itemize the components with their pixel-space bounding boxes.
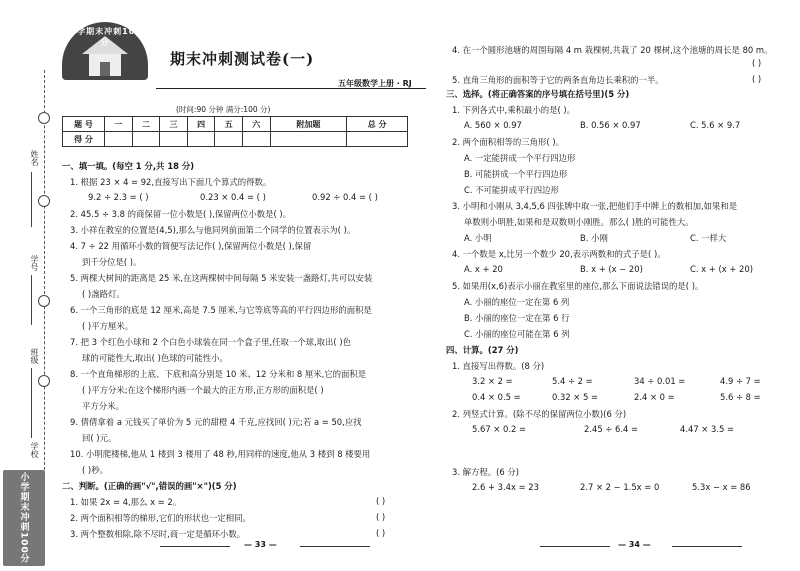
section-calc-title: 四、计算。(27 分) bbox=[446, 345, 519, 355]
calc-item: 34 ÷ 0.01 = bbox=[634, 376, 686, 386]
score-header-cell: 二 bbox=[132, 117, 160, 132]
question-text: 3. 小明和小刚从 3,4,5,6 四张牌中取一张,把他们手中牌上的数相加,如果和是 bbox=[452, 201, 738, 211]
score-header-cell: 一 bbox=[105, 117, 133, 132]
question-text: 2. 列竖式计算。(除不尽的保留两位小数)(6 分) bbox=[452, 409, 627, 419]
question-text: 0.92 ÷ 0.4 = ( ) bbox=[312, 192, 378, 202]
choice-option[interactable]: C. 不可能拼成平行四边形 bbox=[464, 185, 559, 195]
calc-item: 0.32 × 5 = bbox=[552, 392, 598, 402]
question-text: 9.2 ÷ 2.3 = ( ) bbox=[88, 192, 149, 202]
student-id-label: 学号 bbox=[30, 255, 39, 271]
question-text: 1. 如果 2x = 4,那么 x = 2。 bbox=[70, 497, 182, 507]
score-cell[interactable] bbox=[347, 132, 408, 147]
choice-option[interactable]: A. x + 20 bbox=[464, 264, 503, 274]
question-text: 4. 7 ÷ 22 用循环小数的简便写法记作( ),保留两位小数是( ),保留 bbox=[70, 241, 312, 251]
score-table bbox=[62, 116, 408, 147]
equation-item: 2.7 × 2 − 1.5x = 0 bbox=[580, 482, 660, 492]
side-logo: 小学期末冲刺100分 bbox=[3, 470, 45, 566]
footer-rule bbox=[300, 546, 370, 547]
name-label: 姓名 bbox=[30, 150, 39, 166]
calc-item: 5.67 × 0.2 = bbox=[472, 424, 526, 434]
question-text: 3. 小祥在教室的位置是(4,5),那么与他同列前面第二个同学的位置表示为( )。 bbox=[70, 225, 356, 235]
question-text: 单数则小明胜,如果和是双数则小刚胜。那么( )胜的可能性大。 bbox=[464, 217, 694, 227]
choice-option[interactable]: B. 小刚 bbox=[580, 233, 608, 243]
question-text: ( )秒。 bbox=[82, 465, 108, 475]
calc-item: 2.4 × 0 = bbox=[634, 392, 675, 402]
choice-option[interactable]: C. 一样大 bbox=[690, 233, 727, 243]
calc-item: 4.47 × 3.5 = bbox=[680, 424, 734, 434]
choice-option[interactable]: C. 小丽的座位可能在第 6 列 bbox=[464, 329, 570, 339]
calc-item: 5.6 ÷ 8 = bbox=[720, 392, 761, 402]
score-header-cell: 四 bbox=[187, 117, 215, 132]
score-cell[interactable] bbox=[215, 132, 243, 147]
time-info: (时间:90 分钟 满分:100 分) bbox=[176, 105, 271, 114]
question-text: 5. 两棵大树间的距离是 25 米,在这两棵树中间每隔 5 米安装一盏路灯,共可以安装 bbox=[70, 273, 373, 283]
equation-item: 5.3x − x = 86 bbox=[692, 482, 751, 492]
score-cell[interactable] bbox=[160, 132, 188, 147]
choice-option[interactable]: B. x + (x − 20) bbox=[580, 264, 643, 274]
question-text: 1. 根据 23 × 4 = 92,直接写出下面几个算式的得数。 bbox=[70, 177, 272, 187]
score-header-cell: 五 bbox=[215, 117, 243, 132]
section-fill-title: 一、填一填。(每空 1 分,共 18 分) bbox=[62, 161, 195, 171]
binding-hole bbox=[38, 112, 50, 124]
score-header-cell: 总 分 bbox=[347, 117, 408, 132]
question-text: 5. 直角三角形的面积等于它的两条直角边长乘积的一半。 bbox=[452, 75, 664, 85]
equation-item: 2.6 + 3.4x = 23 bbox=[472, 482, 539, 492]
question-text: 0.23 × 0.4 = ( ) bbox=[200, 192, 266, 202]
footer-rule bbox=[672, 546, 742, 547]
choice-option[interactable]: A. 小明 bbox=[464, 233, 492, 243]
question-text: 回( )元。 bbox=[82, 433, 117, 443]
question-text: 4. 在一个圆形池塘的周围每隔 4 m 栽棵树,共栽了 20 棵树,这个池塘的周长是 80 m。 bbox=[452, 45, 773, 55]
calc-item: 2.45 ÷ 6.4 = bbox=[584, 424, 638, 434]
question-text: 2. 45.5 ÷ 3.8 的商保留一位小数是( ),保留两位小数是( )。 bbox=[70, 209, 292, 219]
choice-option[interactable]: A. 560 × 0.97 bbox=[464, 120, 522, 130]
binding-gutter bbox=[0, 0, 56, 571]
student-id-field[interactable] bbox=[31, 275, 32, 325]
school-field[interactable] bbox=[31, 410, 32, 438]
question-text: 到千分位是( )。 bbox=[82, 257, 142, 267]
badge-text: 小学期末冲刺100分 bbox=[68, 27, 142, 47]
score-cell[interactable] bbox=[242, 132, 270, 147]
question-text: 6. 一个三角形的底是 12 厘米,高是 7.5 厘米,与它等底等高的平行四边形的面积是 bbox=[70, 305, 372, 315]
question-text: 7. 把 3 个红色小球和 2 个白色小球装在同一个盒子里,任取一个球,取出( )色 bbox=[70, 337, 351, 347]
score-cell[interactable] bbox=[187, 132, 215, 147]
answer-blank[interactable]: ( ) bbox=[752, 58, 762, 68]
grade-label: 五年级数学上册 · RJ bbox=[338, 79, 412, 88]
page-number-left: — 33 — bbox=[244, 540, 277, 549]
score-row-label: 得 分 bbox=[63, 132, 105, 147]
score-header-cell: 六 bbox=[242, 117, 270, 132]
binding-hole bbox=[38, 295, 50, 307]
score-header-cell: 三 bbox=[160, 117, 188, 132]
answer-blank[interactable]: ( ) bbox=[376, 528, 386, 538]
question-text: ( )平方分米;在这个梯形内画一个最大的正方形,正方形的面积是( ) bbox=[82, 385, 324, 395]
question-text: 10. 小明爬楼梯,他从 1 楼到 3 楼用了 48 秒,用同样的速度,他从 3 楼到 8 楼要用 bbox=[70, 449, 371, 459]
question-text: 2. 两个面积相等的梯形,它们的形状也一定相同。 bbox=[70, 513, 251, 523]
question-text: ( )盏路灯。 bbox=[82, 289, 125, 299]
binding-hole bbox=[38, 375, 50, 387]
question-text: 1. 直接写出得数。(8 分) bbox=[452, 361, 545, 371]
class-label: 班级 bbox=[30, 348, 39, 364]
score-value-row bbox=[63, 132, 408, 147]
question-text: 平方分米。 bbox=[82, 401, 124, 411]
choice-option[interactable]: C. 5.6 × 9.7 bbox=[690, 120, 741, 130]
footer-rule bbox=[540, 546, 610, 547]
title-divider bbox=[156, 88, 426, 89]
question-text: 3. 两个整数相除,除不尽时,商一定是循环小数。 bbox=[70, 529, 246, 539]
score-header-cell: 附加题 bbox=[270, 117, 347, 132]
question-text: 8. 一个直角梯形的上底、下底和高分别是 10 米、12 分米和 8 厘米,它的面积是 bbox=[70, 369, 367, 379]
answer-blank[interactable]: ( ) bbox=[376, 512, 386, 522]
score-cell[interactable] bbox=[105, 132, 133, 147]
choice-option[interactable]: B. 0.56 × 0.97 bbox=[580, 120, 641, 130]
score-cell[interactable] bbox=[270, 132, 347, 147]
choice-option[interactable]: A. 小丽的座位一定在第 6 列 bbox=[464, 297, 570, 307]
question-text: 球的可能性大,取出( )色球的可能性小。 bbox=[82, 353, 228, 363]
question-text: 1. 下列各式中,乘积最小的是( )。 bbox=[452, 105, 576, 115]
choice-option[interactable]: B. 小丽的座位一定在第 6 行 bbox=[464, 313, 570, 323]
score-cell[interactable] bbox=[132, 132, 160, 147]
calc-item: 0.4 × 0.5 = bbox=[472, 392, 521, 402]
cut-line bbox=[44, 70, 45, 490]
section-choice-title: 三、选择。(将正确答案的序号填在括号里)(5 分) bbox=[446, 89, 630, 99]
question-text: 4. 一个数是 x,比另一个数少 20,表示两数和的式子是( )。 bbox=[452, 249, 666, 259]
section-judge-title: 二、判断。(正确的画"√",错误的画"×")(5 分) bbox=[62, 481, 237, 491]
calc-item: 5.4 ÷ 2 = bbox=[552, 376, 593, 386]
answer-blank[interactable]: ( ) bbox=[376, 496, 386, 506]
page-fold bbox=[440, 0, 441, 571]
footer-rule bbox=[160, 546, 230, 547]
binding-hole bbox=[38, 195, 50, 207]
question-text: ( )平方厘米。 bbox=[82, 321, 134, 331]
question-text: 9. 倩倩拿着 a 元钱买了单价为 5 元的甜橙 4 千克,应找回( )元;若 a = 50,应找 bbox=[70, 417, 362, 427]
choice-option[interactable]: A. 一定能拼成一个平行四边形 bbox=[464, 153, 576, 163]
school-label: 学校 bbox=[30, 442, 39, 458]
score-header-row bbox=[63, 117, 408, 132]
answer-blank[interactable]: ( ) bbox=[752, 74, 762, 84]
series-badge-logo bbox=[62, 22, 148, 80]
calc-item: 3.2 × 2 = bbox=[472, 376, 513, 386]
question-text: 5. 如果用(x,6)表示小丽在教室里的座位,那么下面说法错误的是( )。 bbox=[452, 281, 704, 291]
choice-option[interactable]: C. x + (x + 20) bbox=[690, 264, 753, 274]
calc-item: 4.9 ÷ 7 = bbox=[720, 376, 761, 386]
question-text: 3. 解方程。(6 分) bbox=[452, 467, 520, 477]
name-field[interactable] bbox=[31, 172, 32, 227]
score-header-cell: 题 号 bbox=[63, 117, 105, 132]
page-number-right: — 34 — bbox=[618, 540, 651, 549]
page-title: 期末冲刺测试卷(一) bbox=[170, 50, 315, 68]
choice-option[interactable]: B. 可能拼成一个平行四边形 bbox=[464, 169, 568, 179]
question-text: 2. 两个面积相等的三角形( )。 bbox=[452, 137, 564, 147]
